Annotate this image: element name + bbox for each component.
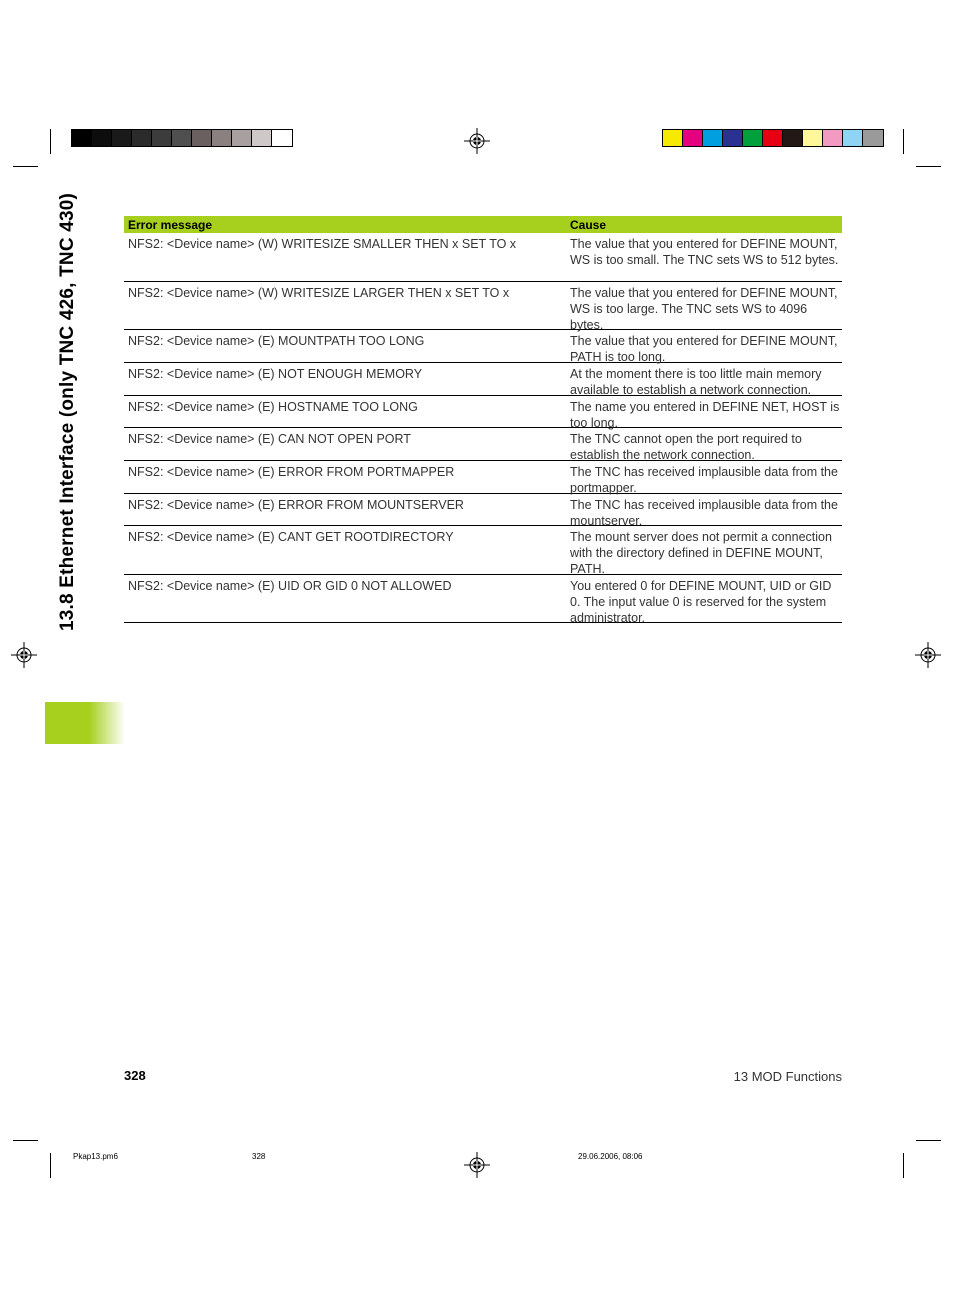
cause-cell: The TNC has received implausible data from the mountserver. [570,498,838,528]
color-swatch [152,130,172,146]
color-swatch [272,130,292,146]
table-row [124,330,842,363]
registration-mark-icon [915,642,941,668]
cause-cell: The name you entered in DEFINE NET, HOST is too long. [570,400,840,430]
cause-cell: The mount server does not permit a connection with the directory defined in DEFINE MOUNT, PATH. [570,530,832,576]
crop-mark [916,166,941,167]
table-row [124,428,842,461]
cause-cell: The value that you entered for DEFINE MOUNT, WS is too large. The TNC sets WS to 4096 bytes. [570,286,838,332]
crop-mark [916,1140,941,1141]
crop-mark [50,1153,51,1178]
gray-color-bar [71,129,293,147]
color-swatch [823,130,843,146]
table-row [124,526,842,575]
error-message-cell: NFS2: <Device name> (E) CAN NOT OPEN PORT [128,432,411,446]
color-swatch [743,130,763,146]
crop-mark [13,1140,38,1141]
cause-cell: You entered 0 for DEFINE MOUNT, UID or GID 0. The input value 0 is reserved for the system administrator. [570,579,832,625]
crop-mark [50,129,51,154]
cause-cell: The value that you entered for DEFINE MOUNT, PATH is too long. [570,334,838,364]
color-swatch [703,130,723,146]
error-message-cell: NFS2: <Device name> (E) MOUNTPATH TOO LONG [128,334,425,348]
color-swatch [843,130,863,146]
color-swatch [683,130,703,146]
color-swatch [212,130,232,146]
crop-mark [903,1153,904,1178]
section-title: 13.8 Ethernet Interface (only TNC 426, TNC 430) [57,192,78,632]
color-swatch [172,130,192,146]
slug-file-name: Pkap13.pm6 [73,1152,118,1161]
registration-mark-icon [464,128,490,154]
crop-mark [13,166,38,167]
color-swatch [763,130,783,146]
table-row [124,575,842,623]
slug-timestamp: 29.06.2006, 08:06 [578,1152,643,1161]
color-swatch [803,130,823,146]
registration-mark-icon [11,642,37,668]
header-cause: Cause [570,217,607,232]
table-row [124,494,842,526]
color-swatch [252,130,272,146]
error-message-cell: NFS2: <Device name> (E) ERROR FROM PORTMAPPER [128,465,455,479]
error-message-cell: NFS2: <Device name> (W) WRITESIZE SMALLER THEN x SET TO x [128,237,517,251]
header-error-message: Error message [128,217,213,232]
error-message-cell: NFS2: <Device name> (E) ERROR FROM MOUNTSERVER [128,498,464,512]
color-swatch [232,130,252,146]
color-swatch [92,130,112,146]
table-row [124,461,842,494]
color-swatch [783,130,803,146]
chapter-thumb-tab [45,702,125,744]
table-header [124,216,842,233]
error-message-cell: NFS2: <Device name> (E) NOT ENOUGH MEMORY [128,367,423,381]
error-message-cell: NFS2: <Device name> (E) UID OR GID 0 NOT ALLOWED [128,579,452,593]
error-message-table [124,216,842,623]
page-number: 328 [124,1068,146,1083]
color-swatch [112,130,132,146]
error-message-cell: NFS2: <Device name> (W) WRITESIZE LARGER THEN x SET TO x [128,286,510,300]
chapter-name: 13 MOD Functions [733,1069,842,1084]
color-swatch [132,130,152,146]
color-swatch [72,130,92,146]
slug-page: 328 [252,1152,266,1161]
cause-cell: The TNC cannot open the port required to establish the network connection. [570,432,802,462]
color-swatch [863,130,883,146]
error-message-cell: NFS2: <Device name> (E) CANT GET ROOTDIRECTORY [128,530,454,544]
table-row [124,396,842,428]
cause-cell: The TNC has received implausible data from the portmapper. [570,465,838,495]
color-swatch [723,130,743,146]
color-swatch [192,130,212,146]
registration-mark-icon [464,1152,490,1178]
table-row [124,233,842,282]
cause-cell: The value that you entered for DEFINE MOUNT, WS is too small. The TNC sets WS to 512 bytes. [570,237,839,267]
crop-mark [903,129,904,154]
color-swatch [663,130,683,146]
table-row [124,363,842,396]
process-color-bar [662,129,884,147]
cause-cell: At the moment there is too little main memory available to establish a network connection. [570,367,822,397]
table-row [124,282,842,330]
error-message-cell: NFS2: <Device name> (E) HOSTNAME TOO LONG [128,400,418,414]
